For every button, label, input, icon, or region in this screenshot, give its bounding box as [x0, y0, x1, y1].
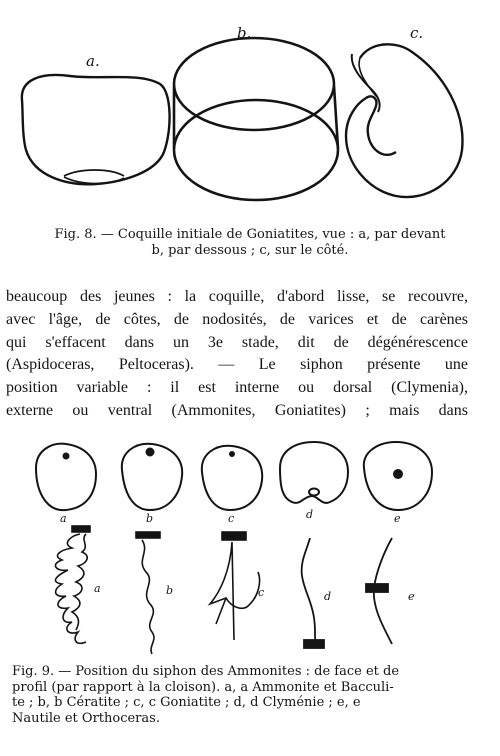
label-top-c: c [228, 512, 235, 525]
label-bottom-b: b [166, 584, 174, 597]
siphon-front-view-c [202, 446, 262, 510]
siphon-front-view-e [364, 442, 432, 510]
figure-8-caption-line: b, par dessous ; c, sur le côté. [151, 243, 349, 258]
label-top-b: b [146, 512, 154, 525]
label-c: c. [410, 24, 424, 42]
label-top-a: a [60, 512, 67, 525]
figure-9-caption-line: te ; b, b Cératite ; c, c Goniatite ; d, d Clyménie ; e, e [12, 695, 361, 710]
label-top-d: d [306, 508, 314, 521]
siphon-profile-c [210, 532, 260, 640]
figure-9-caption-line: profil (par rapport à la cloison). a, a Ammonite et Bacculi- [12, 679, 394, 695]
body-line: externe ou ventral (Ammonites, Goniatites) ; mais dans [6, 401, 468, 419]
body-line: (Aspidoceras, Peltoceras). — Le siphon présente une [6, 356, 468, 374]
siphon-profile-d [302, 538, 324, 648]
body-line: avec l'âge, de côtes, de nodosités, de varices et de carènes [6, 310, 468, 328]
body-paragraph [0, 286, 500, 423]
siphon-profile-e [366, 538, 392, 644]
figure-9-caption-line: Fig. 9. — Position du siphon des Ammonites : de face et de [12, 664, 400, 679]
label-b: b. [237, 24, 252, 42]
label-bottom-a: a [94, 582, 101, 595]
figure-8-caption-line: Fig. 8. — Coquille initiale de Goniatites, vue : a, par devant [54, 227, 446, 242]
body-line: beaucoup des jeunes : la coquille, d'abord lisse, se recouvre, [6, 288, 468, 305]
shell-bottom-view [174, 38, 338, 200]
body-line: position variable : il est interne ou dorsal (Clymenia), [6, 379, 468, 397]
figure-8-illustration [0, 0, 500, 218]
shell-front-view [22, 75, 170, 184]
label-top-e: e [394, 512, 401, 525]
siphon-front-view-b [122, 444, 182, 510]
siphon-front-view-d [280, 442, 348, 503]
label-bottom-c: c [258, 586, 265, 599]
siphon-profile-a [55, 526, 90, 643]
figure-9-caption-line: Nautile et Orthoceras. [12, 710, 160, 726]
label-bottom-d: d [324, 590, 332, 603]
figure-8-caption [0, 227, 500, 259]
figure-9-caption [0, 664, 500, 726]
siphon-front-view-a [36, 444, 96, 510]
body-line: qui s'effacent dans un 3e stade, dit de dégénérescence [6, 333, 468, 351]
label-bottom-e: e [408, 590, 415, 603]
label-a: a. [86, 52, 100, 70]
figure-9-illustration [0, 432, 500, 664]
siphon-profile-b [136, 532, 160, 654]
shell-side-view [346, 44, 462, 197]
